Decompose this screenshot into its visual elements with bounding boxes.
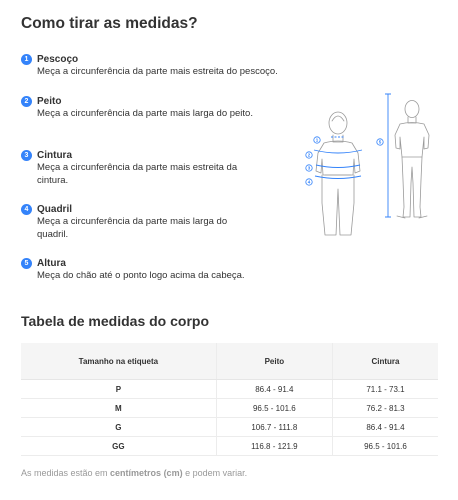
header-waist: Cintura — [332, 343, 438, 380]
back-figure — [395, 101, 429, 219]
front-figure — [316, 112, 360, 235]
step-number-badge: 2 — [21, 96, 32, 107]
step-height — [21, 256, 291, 283]
step-chest — [21, 94, 291, 121]
step-number-badge: 3 — [21, 150, 32, 161]
step-name: Cintura — [37, 149, 72, 161]
table-header-row — [21, 343, 438, 380]
cell-chest: 106.7 - 111.8 — [216, 418, 332, 437]
cell-size: P — [21, 380, 216, 399]
cell-waist: 96.5 - 101.6 — [332, 437, 438, 456]
step-description: Meça a circunferência da parte mais larga do peito. — [37, 108, 253, 119]
step-description: Meça do chão até o ponto logo acima da cabeça. — [37, 270, 245, 281]
table-row — [21, 380, 438, 399]
step-waist — [21, 148, 251, 187]
cell-chest: 96.5 - 101.6 — [216, 399, 332, 418]
cell-waist: 76.2 - 81.3 — [332, 399, 438, 418]
step-hip — [21, 202, 251, 241]
cell-size: GG — [21, 437, 216, 456]
step-name: Altura — [37, 257, 66, 269]
marker-4: 4 — [307, 179, 311, 185]
table-title: Tabela de medidas do corpo — [21, 313, 210, 329]
step-neck — [21, 52, 291, 79]
step-description: Meça a circunferência da parte mais larga do quadril. — [37, 216, 228, 240]
step-name: Peito — [37, 95, 62, 107]
note-prefix: As medidas estão em — [21, 468, 111, 478]
step-number-badge: 5 — [21, 258, 32, 269]
cell-waist: 71.1 - 73.1 — [332, 380, 438, 399]
marker-1: 1 — [315, 137, 319, 143]
header-chest: Peito — [216, 343, 332, 380]
cell-size: G — [21, 418, 216, 437]
marker-2: 2 — [307, 152, 311, 158]
note-units: centímetros (cm) — [110, 468, 183, 478]
marker-3: 3 — [307, 165, 311, 171]
step-description: Meça a circunferência da parte mais estreita da cintura. — [37, 162, 238, 186]
table-row — [21, 399, 438, 418]
marker-5: 5 — [378, 139, 382, 145]
step-number-badge: 4 — [21, 204, 32, 215]
step-name: Quadril — [37, 203, 73, 215]
body-measurement-illustration — [300, 85, 450, 240]
page-title: Como tirar as medidas? — [21, 15, 198, 32]
step-name: Pescoço — [37, 53, 79, 65]
table-row — [21, 437, 438, 456]
cell-waist: 86.4 - 91.4 — [332, 418, 438, 437]
table-row — [21, 418, 438, 437]
cell-chest: 116.8 - 121.9 — [216, 437, 332, 456]
cell-chest: 86.4 - 91.4 — [216, 380, 332, 399]
step-description: Meça a circunferência da parte mais estreita do pescoço. — [37, 66, 278, 77]
units-note — [21, 468, 247, 478]
cell-size: M — [21, 399, 216, 418]
header-size: Tamanho na etiqueta — [21, 343, 216, 380]
step-number-badge: 1 — [21, 54, 32, 65]
size-table — [21, 343, 438, 456]
note-suffix: e podem variar. — [182, 468, 248, 478]
